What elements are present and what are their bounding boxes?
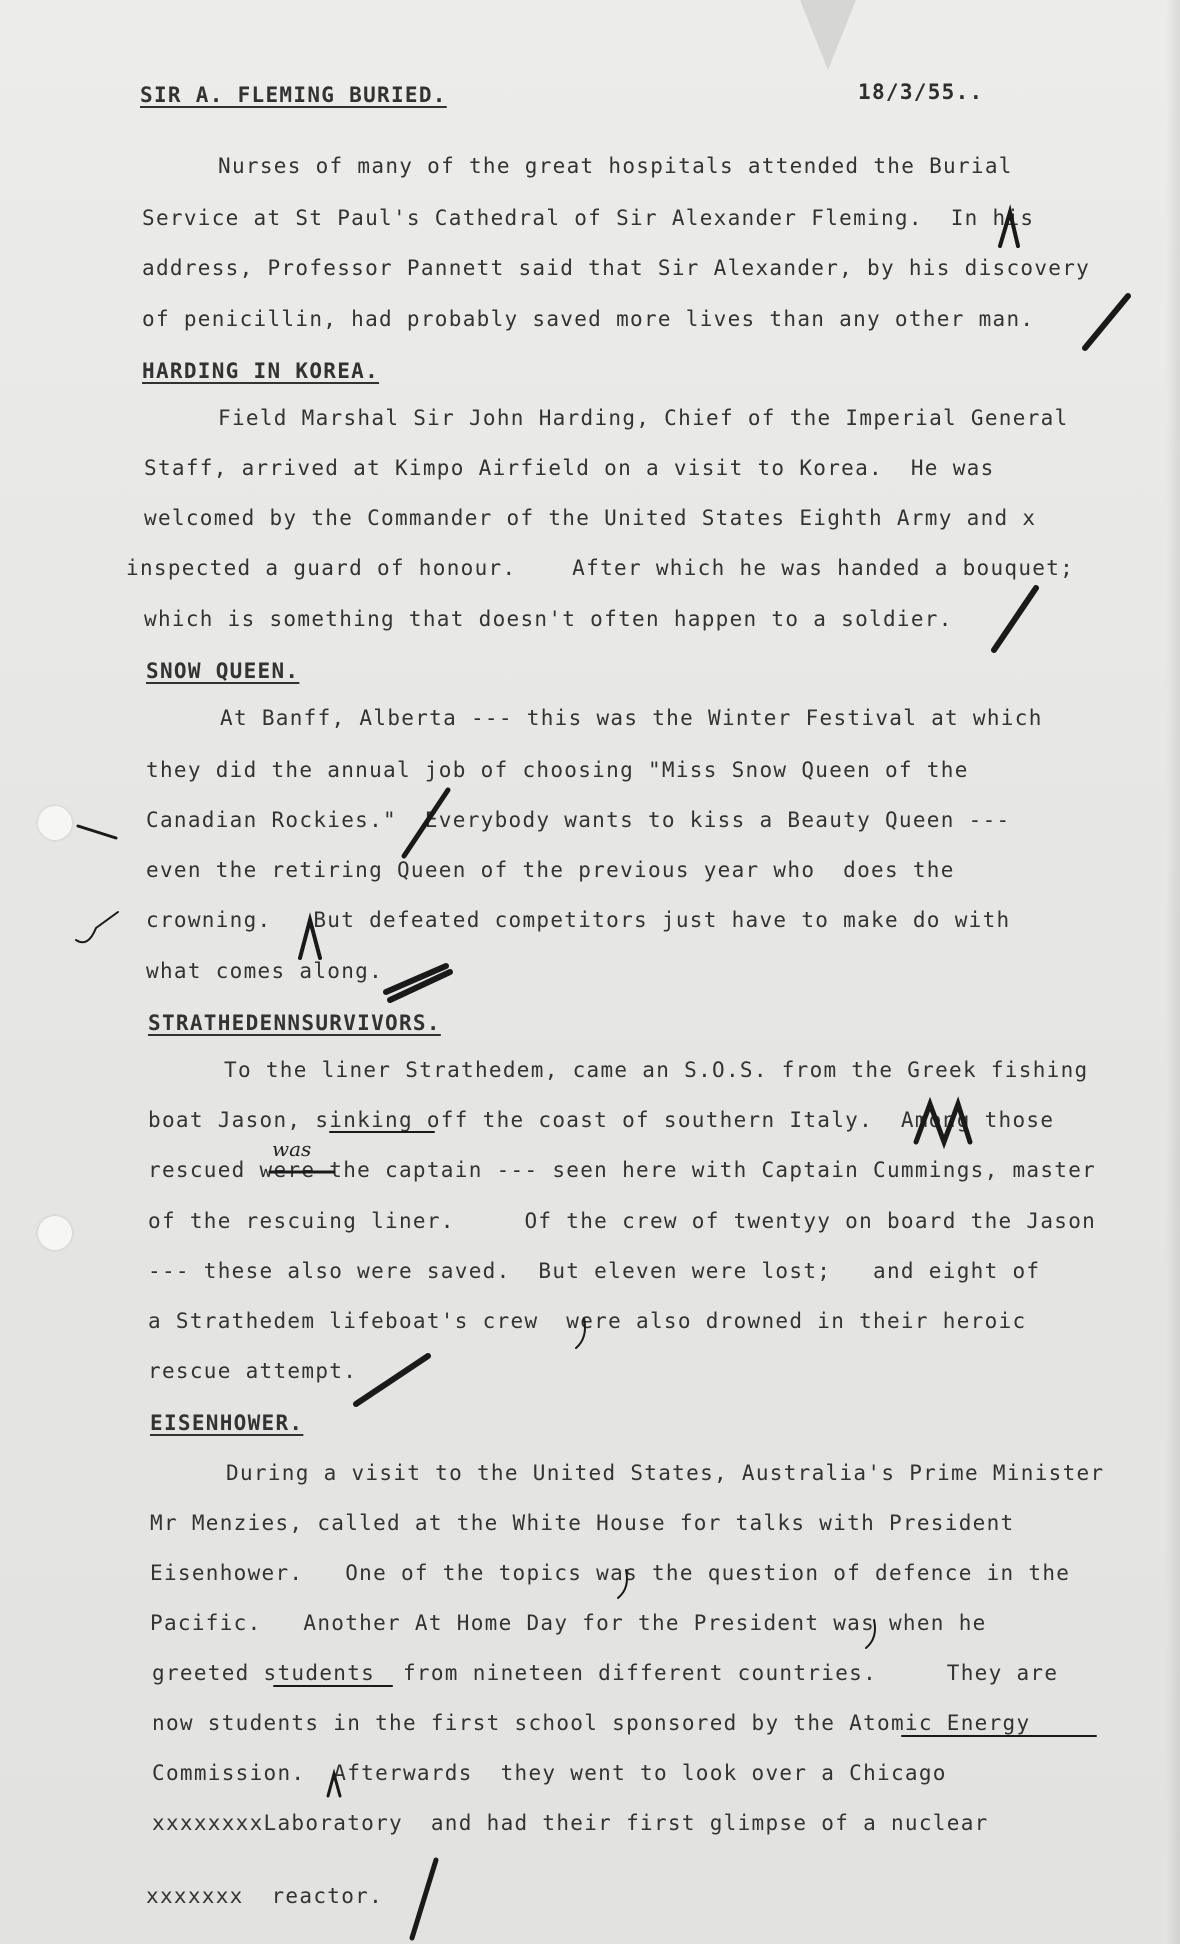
text-line: Service at St Paul's Cathedral of Sir Alexander Fleming. In his: [142, 206, 1035, 230]
text-line: xxxxxxx reactor.: [146, 1884, 384, 1908]
page-edge-shadow: [1166, 0, 1180, 1944]
text-line: To the liner Strathedem, came an S.O.S. from the Greek fishing: [224, 1058, 1089, 1082]
text-line: --- these also were saved. But eleven were lost; and eight of: [148, 1259, 1041, 1283]
text-line: Nurses of many of the great hospitals attended the Burial: [218, 154, 1013, 178]
text-line: of penicillin, had probably saved more lives than any other man.: [142, 307, 1035, 331]
text-line: address, Professor Pannett said that Sir Alexander, by his discovery: [142, 256, 1091, 280]
text-line: Pacific. Another At Home Day for the President was when he: [150, 1611, 987, 1635]
text-line: a Strathedem lifeboat's crew were also drowned in their heroic: [148, 1309, 1027, 1333]
text-line: even the retiring Queen of the previous year who does the: [146, 858, 955, 882]
heading-fleming: SIR A. FLEMING BURIED.: [140, 83, 447, 107]
text-line: Mr Menzies, called at the White House for talks with President: [150, 1511, 1015, 1535]
text-line: Field Marshal Sir John Harding, Chief of the Imperial General: [218, 406, 1069, 430]
text-line: rescued were the captain --- seen here with Captain Cummings, master: [148, 1158, 1097, 1182]
heading-eisenhower: EISENHOWER.: [150, 1411, 304, 1435]
text-line: of the rescuing liner. Of the crew of twentyy on board the Jason: [148, 1209, 1097, 1233]
slash-mark: [356, 1356, 428, 1404]
text-line: xxxxxxxxLaboratory and had their first glimpse of a nuclear: [152, 1811, 989, 1835]
text-line: crowning. But defeated competitors just have to make do with: [146, 908, 1011, 932]
margin-dash-mark: [78, 826, 116, 838]
heading-stratheden: STRATHEDENNSURVIVORS.: [148, 1011, 441, 1035]
punch-hole: [38, 1216, 72, 1250]
text-line: Eisenhower. One of the topics was the question of defence in the: [150, 1561, 1071, 1585]
text-line: Staff, arrived at Kimpo Airfield on a visit to Korea. He was: [144, 456, 995, 480]
text-line: greeted students from nineteen different countries. They are: [152, 1661, 1059, 1685]
handwritten-correction: was: [272, 1137, 312, 1161]
slash-mark: [994, 588, 1036, 650]
scribble-mark: [386, 966, 450, 1000]
text-line: what comes along.: [146, 959, 384, 983]
text-line: inspected a guard of honour. After which he was handed a bouquet;: [126, 556, 1075, 580]
margin-tick-mark: [76, 912, 118, 942]
heading-harding: HARDING IN KOREA.: [142, 359, 380, 383]
text-line: welcomed by the Commander of the United States Eighth Army and x: [144, 506, 1037, 530]
corner-fold: [800, 0, 856, 70]
text-line: Commission. Afterwards they went to look over a Chicago: [152, 1761, 947, 1785]
text-line: At Banff, Alberta --- this was the Winter Festival at which: [220, 706, 1043, 730]
text-line: now students in the first school sponsored by the Atomic Energy: [152, 1711, 1031, 1735]
text-line: rescue attempt.: [148, 1359, 358, 1383]
document-date: 18/3/55..: [858, 80, 984, 104]
slash-mark: [412, 1860, 436, 1938]
text-line: which is something that doesn't often happen to a soldier.: [144, 607, 953, 631]
punch-hole: [38, 806, 72, 840]
heading-snow-queen: SNOW QUEEN.: [146, 659, 300, 683]
text-line: boat Jason, sinking off the coast of southern Italy. Among those: [148, 1108, 1055, 1132]
text-line: they did the annual job of choosing "Miss Snow Queen of the: [146, 758, 969, 782]
text-line: Canadian Rockies." Everybody wants to kiss a Beauty Queen ---: [146, 808, 1011, 832]
text-line: During a visit to the United States, Australia's Prime Minister: [226, 1461, 1105, 1485]
slash-mark: [1085, 296, 1128, 348]
